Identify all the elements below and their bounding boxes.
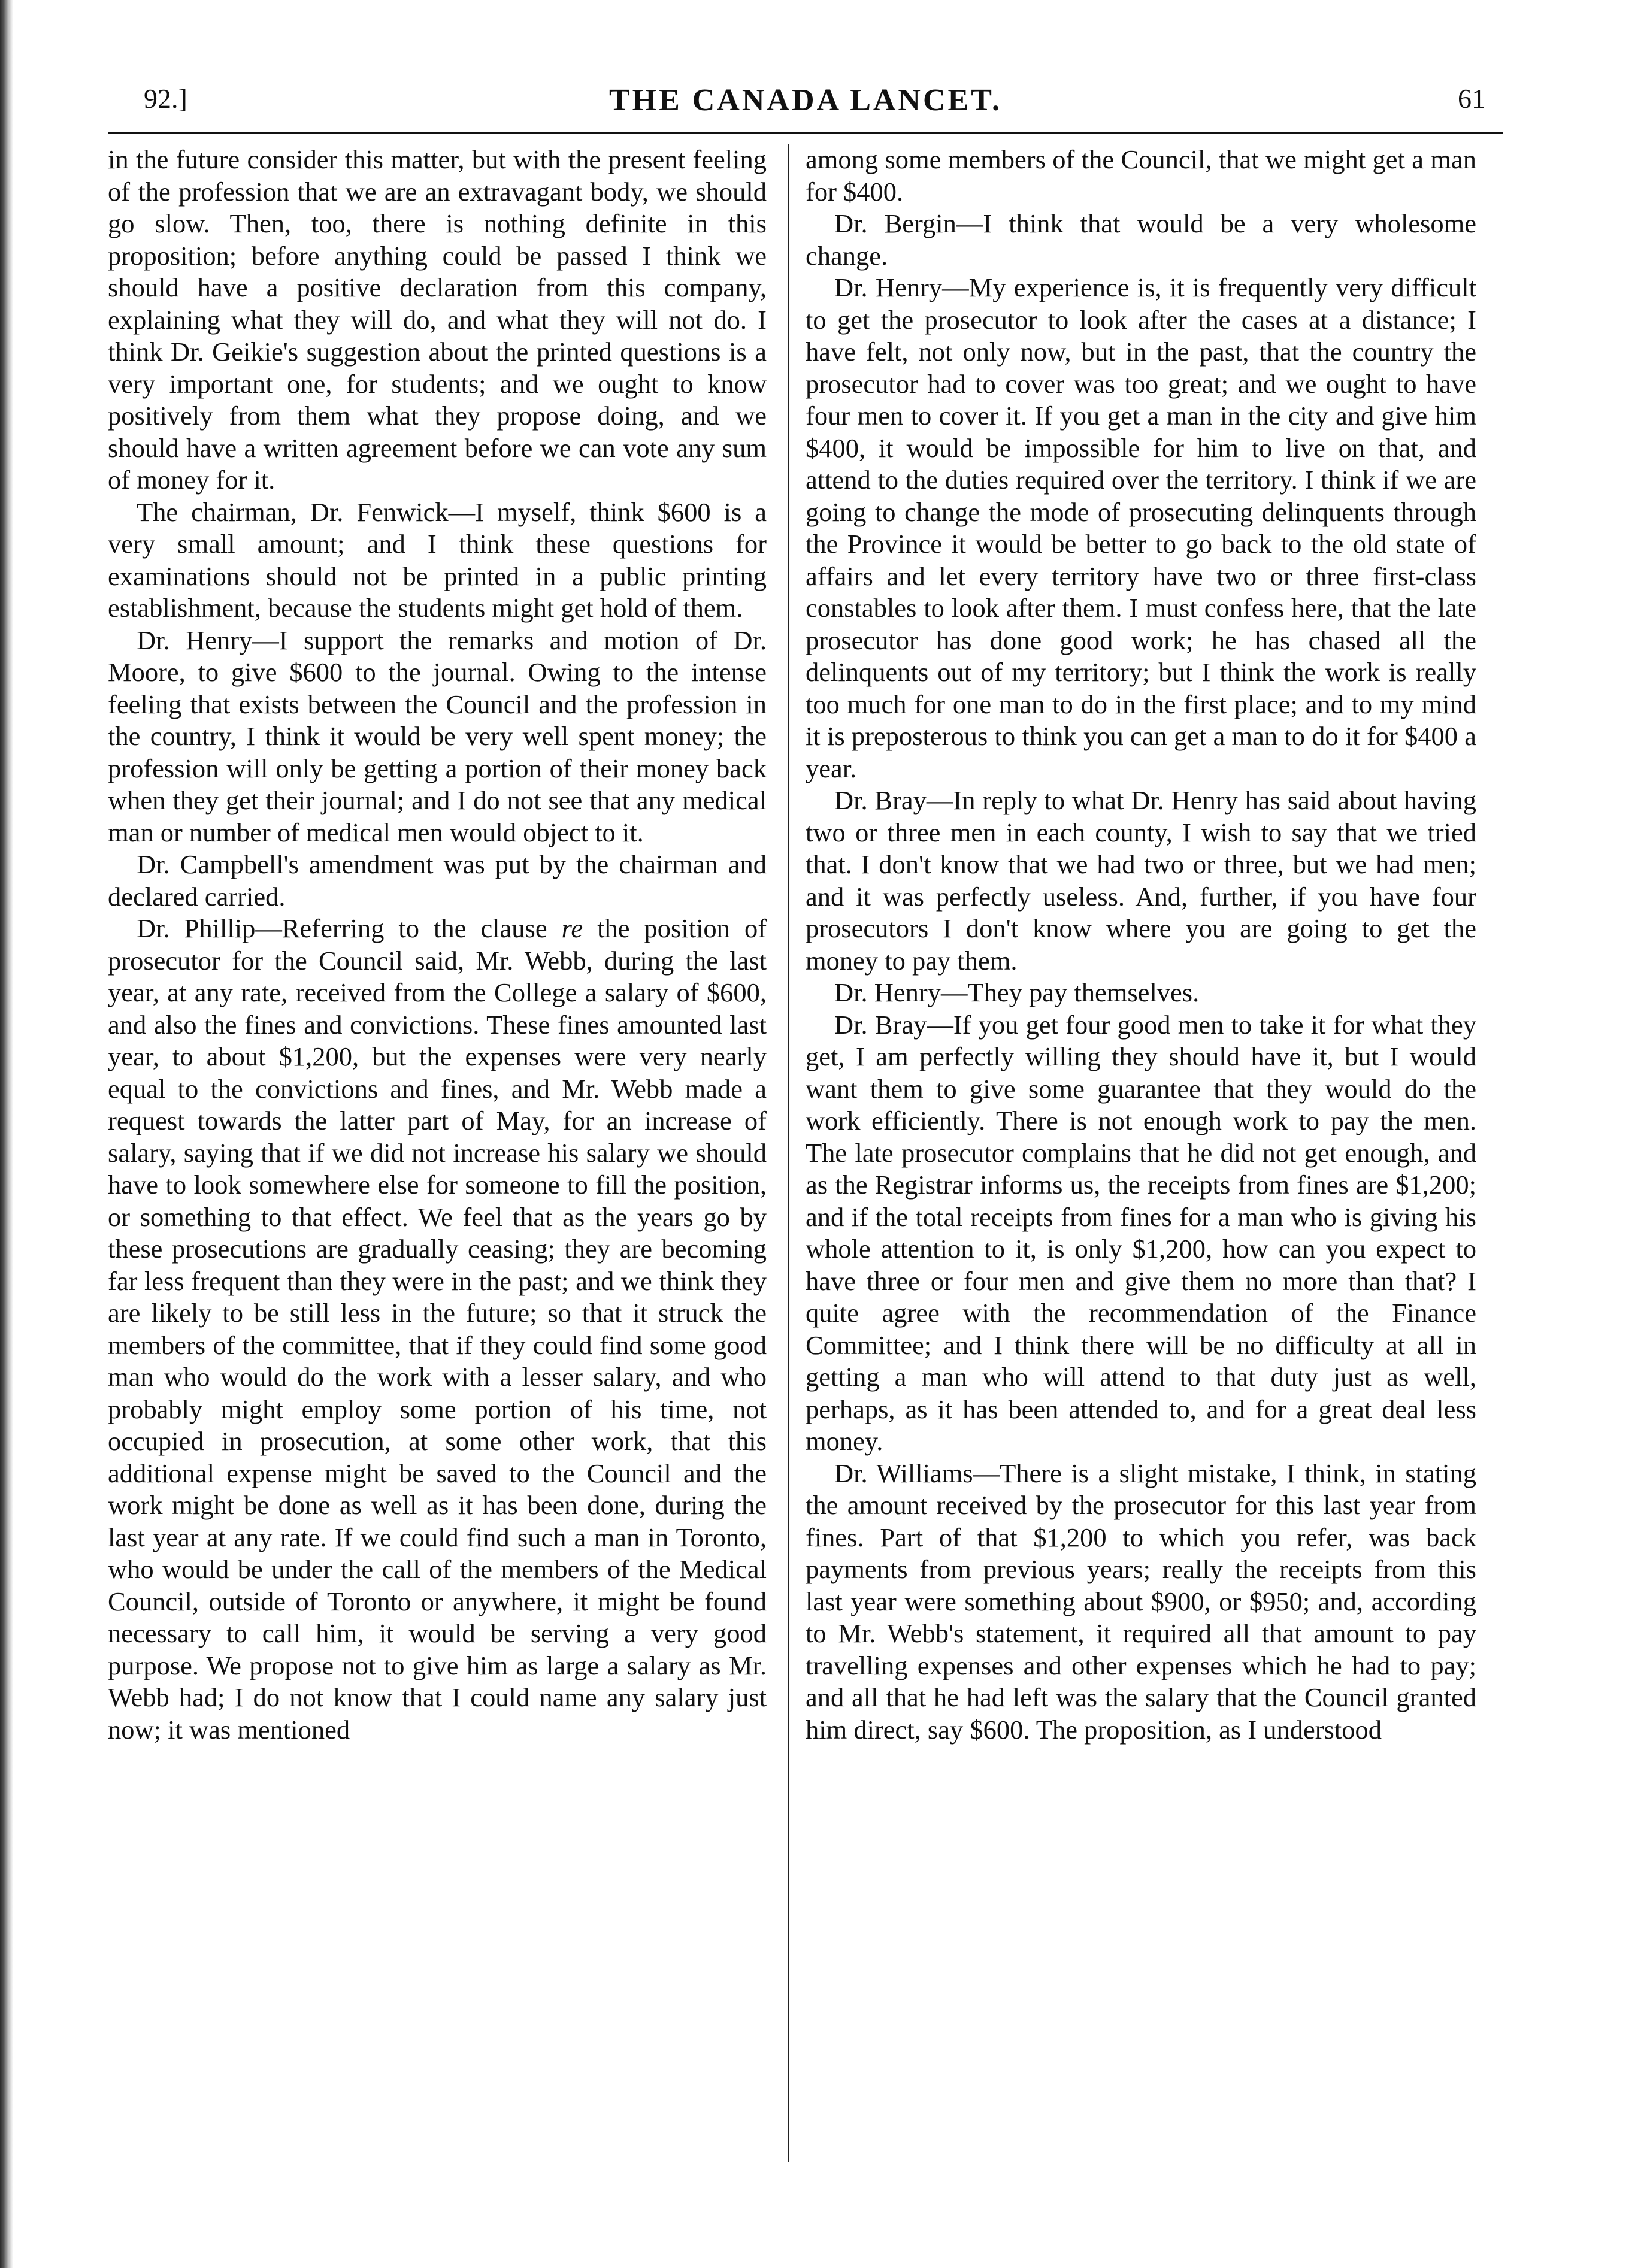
paragraph: Dr. Bray—If you get four good men to take it for what they get, I am perfectly willing they should have it, but I would want them to give some guarantee that they would do the work efficiently. There is not enough work to pay the men. The late prosecutor complains that he did not get enough, and as the Registrar informs us, the receipts from fines are $1,200; and if the total receipts from fines for a man who is giving his whole attention to it, is only $1,200, how can you expect to have three or four men and give them no more than that? I quite agree with the recommendation of the Finance Committee; and I think there will be no difficulty at all in getting a man who will attend to that duty just as well, perhaps, as it has been attended to, and for a great deal less money. (806, 1009, 1476, 1456)
italic-term: re (561, 913, 583, 943)
left-column (108, 144, 767, 1746)
journal-page (108, 78, 1503, 2174)
paragraph: Dr. Williams—There is a slight mistake, I think, in stating the amount received by the prosecutor for this last year from fines. Part of that $1,200 to which you refer, was back payments from previous years; really the receipts from this last year were something about $900, or $950; and, according to Mr. Webb's statement, it required all that amount to pay travelling expenses and other expenses which he had to pay; and all that he had left was the salary that the Council granted him direct, say $600. The proposition, as I understood (806, 1458, 1476, 1745)
paragraph (108, 913, 767, 1746)
paragraph: Dr. Henry—I support the remarks and motion of Dr. Moore, to give $600 to the journal. Owing to the intense feeling that exists between the Council and the profession in the country, I think it would be very well spent money; the profession will only be getting a portion of their money back when they get their journal; and I do not see that any medical man or number of medical men would object to it. (108, 625, 767, 847)
journal-title: THE CANADA LANCET. (608, 83, 1003, 117)
paragraph: Dr. Bray—In reply to what Dr. Henry has said about having two or three men in each county, I wish to say that we tried that. I don't know that we had two or three, but we had men; and it was perfectly useless. And, further, if you have four prosecutors I don't know where you are going to get the money to pay them. (806, 785, 1476, 976)
paragraph: among some members of the Council, that we might get a man for $400. (806, 144, 1476, 207)
paragraph-text: the position of prosecutor for the Council said, Mr. Webb, during the last year, at any rate, received from the College a salary of $600, and also the fines and convictions. These fines amounted last year, to about $1,200, but the expenses were very nearly equal to the convictions and fines, and Mr. Webb made a request towards the latter part of May, for an increase of salary, saying that if we did not increase his salary we should have to look somewhere else for someone to fill the position, or something to that effect. We feel that as the years go by these prosecutions are gradually ceasing; they are becoming far less frequent than they were in the past; and we think they are likely to be still less in the future; so that it struck the members of the committee, that if they could find some good man who would do the work with a lesser salary, and who probably might employ some portion of his time, not occupied in prosecution, at some other work, that this additional expense might be saved to the Council and the work might be done as well as it has been done, during the last year at any rate. If we could find such a man in Toronto, who would be under the call of the members of the Medical Council, outside of Toronto or anywhere, it might be found necessary to call him, it would be serving a very good purpose. We propose not to give him as large a salary as Mr. Webb had; I do not know that I could name any salary just now; it was mentioned (108, 913, 767, 1745)
running-header (108, 78, 1503, 134)
paragraph: Dr. Campbell's amendment was put by the chairman and declared carried. (108, 849, 767, 912)
paragraph: Dr. Henry—They pay themselves. (834, 977, 1200, 1007)
right-column (806, 144, 1476, 1746)
binding-edge (0, 0, 13, 2268)
paragraph: Dr. Henry—My experience is, it is frequently very difficult to get the prosecutor to look after the cases at a distance; I have felt, not only now, but in the past, that the country the prosecutor had to cover was too great; and we ought to have four men to cover it. If you get a man in the city and give him $400, it would be impossible for him to live on that, and attend to the duties required over the territory. I think if we are going to change the mode of prosecuting delinquents through the Province it would be better to go back to the old state of affairs and let every territory have two or three first-class constables to look after them. I must confess here, that the late prosecutor has done good work; he has chased all the delinquents out of my territory; but I think the work is really too much for one man to do in the first place; and to my mind it is preposterous to think you can get a man to do it for $400 a year. (806, 272, 1476, 783)
column-divider (788, 144, 789, 2162)
paragraph: in the future consider this matter, but with the present feeling of the profession that we are an extravagant body, we should go slow. Then, too, there is nothing definite in this proposition; before anything could be passed I think we should have a positive declaration from this company, explaining what they will do, and what they will not do. I think Dr. Geikie's suggestion about the printed questions is a very important one, for students; and we ought to know positively from them what they propose doing, and we should have a written agreement before we can vote any sum of money for it. (108, 144, 767, 495)
paragraph: The chairman, Dr. Fenwick—I myself, think $600 is a very small amount; and I think these questions for examinations should not be printed in a public printing establishment, because the students might get hold of them. (108, 496, 767, 623)
volume-number: 92.] (144, 83, 187, 114)
paragraph: Dr. Bergin—I think that would be a very wholesome change. (806, 208, 1476, 271)
page-number: 61 (1458, 83, 1485, 114)
paragraph-text: Dr. Phillip—Referring to the clause (137, 913, 562, 943)
